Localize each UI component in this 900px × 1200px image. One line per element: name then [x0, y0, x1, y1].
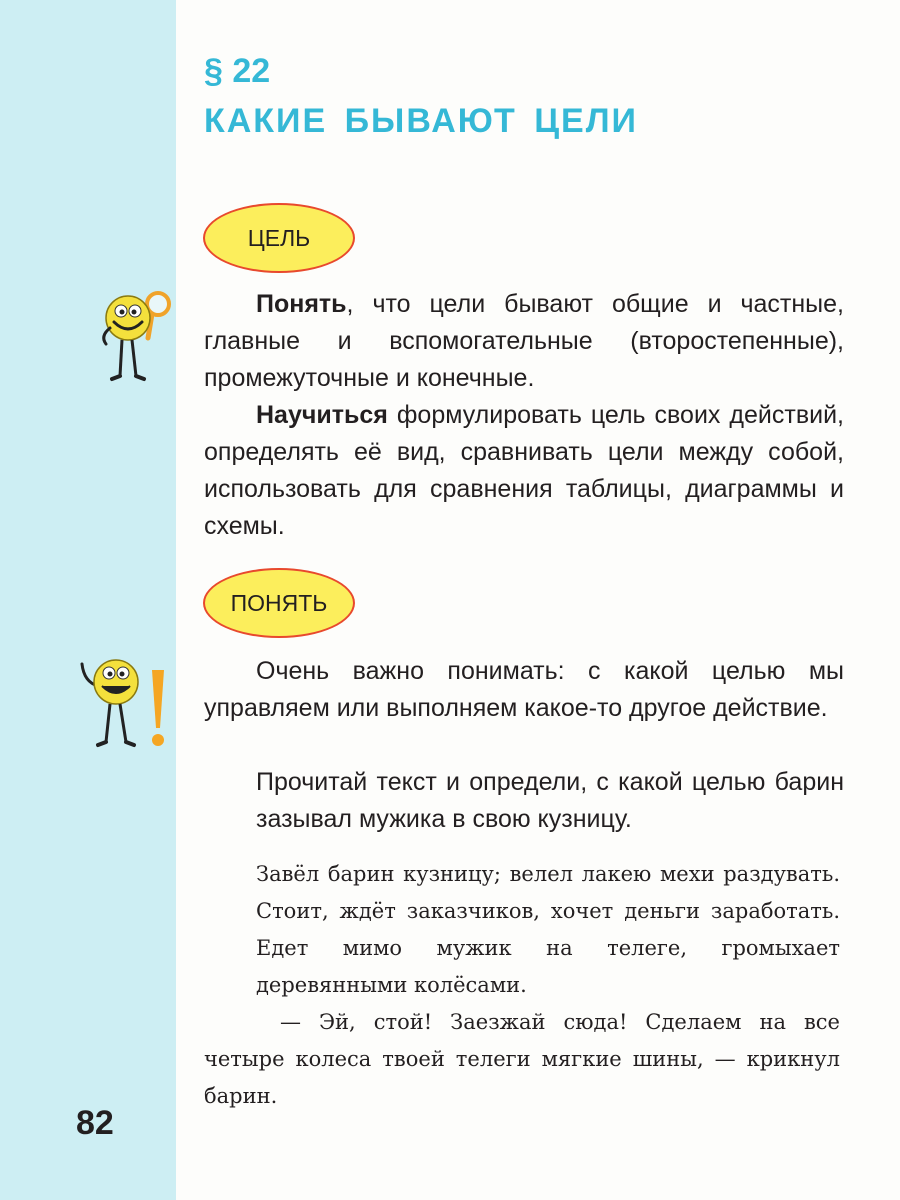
smiley-magnifier-icon — [92, 288, 172, 384]
goal-label-badge — [203, 203, 355, 273]
section-title: КАКИЕ БЫВАЮТ ЦЕЛИ — [204, 102, 638, 140]
smiley-exclamation-icon — [74, 652, 174, 752]
understand-label-badge — [203, 568, 355, 638]
left-margin-strip — [0, 0, 176, 1200]
understand-label: ПОНЯТЬ — [230, 589, 328, 616]
goal-label: ЦЕЛЬ — [247, 224, 311, 251]
page-number: 82 — [76, 1104, 114, 1142]
learn-goal-paragraph — [204, 397, 844, 545]
learn-text: формулировать цель своих действий, определять её вид, сравнивать цели между собой, использовать для сравнения таблицы, диаграммы и схемы. — [204, 401, 844, 540]
story-paragraph-1: Завёл барин кузницу; велел лакею мехи раздувать. Стоит, ждёт заказчиков, хочет деньги заработать. Едет мимо мужик на телеге, громыхает деревянными колёсами. — [256, 862, 840, 997]
importance-paragraph: Очень важно понимать: с какой целью мы управляем или выполняем какое-то другое действие. — [204, 657, 844, 722]
section-number: § 22 — [204, 52, 271, 90]
understand-goal-paragraph — [204, 286, 844, 397]
understand-text: , что цели бывают общие и частные, главные и вспомогательные (второстепенные), промежуточные и конечные. — [204, 290, 844, 392]
learn-bold: Научиться — [256, 401, 388, 429]
task-paragraph: Прочитай текст и определи, с какой целью барин зазывал мужика в свою кузницу. — [256, 768, 844, 833]
story-paragraph-2: — Эй, стой! Заезжай сюда! Сделаем на все четыре колеса твоей телеги мягкие шины, — крикнул барин. — [204, 1010, 840, 1108]
understand-bold: Понять — [256, 290, 347, 318]
